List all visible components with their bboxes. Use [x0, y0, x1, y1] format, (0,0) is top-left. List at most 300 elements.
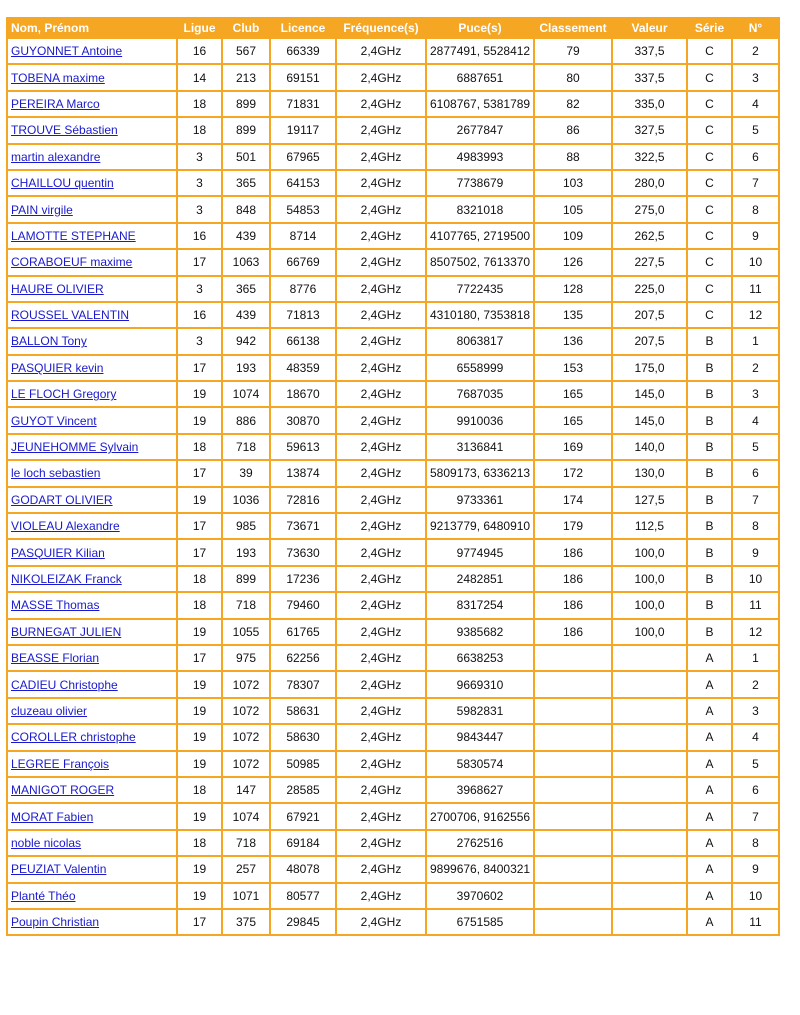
cell-num: 3	[732, 64, 779, 90]
results-table	[6, 17, 780, 936]
cell-freq: 2,4GHz	[336, 302, 426, 328]
cell-name	[7, 117, 177, 143]
cell-freq: 2,4GHz	[336, 487, 426, 513]
cell-ligue: 17	[177, 513, 222, 539]
cell-classement: 79	[534, 38, 612, 64]
cell-valeur: 335,0	[612, 91, 687, 117]
cell-classement: 86	[534, 117, 612, 143]
pilot-name-link[interactable]: MANIGOT ROGER	[11, 783, 115, 798]
cell-num: 7	[732, 170, 779, 196]
cell-num: 8	[732, 196, 779, 222]
pilot-name-link[interactable]: Planté Théo	[11, 888, 76, 903]
cell-name	[7, 592, 177, 618]
cell-puce: 7687035	[426, 381, 534, 407]
cell-club: 193	[222, 355, 270, 381]
cell-club: 899	[222, 566, 270, 592]
pilot-name-link[interactable]: MASSE Thomas	[11, 598, 100, 613]
cell-club: 718	[222, 830, 270, 856]
cell-serie: C	[687, 302, 732, 328]
cell-name	[7, 381, 177, 407]
cell-freq: 2,4GHz	[336, 276, 426, 302]
cell-num: 2	[732, 671, 779, 697]
cell-club: 257	[222, 856, 270, 882]
cell-serie: C	[687, 223, 732, 249]
cell-classement: 186	[534, 539, 612, 565]
cell-valeur: 145,0	[612, 407, 687, 433]
cell-club: 365	[222, 276, 270, 302]
cell-licence: 73671	[270, 513, 336, 539]
cell-num: 3	[732, 698, 779, 724]
cell-freq: 2,4GHz	[336, 777, 426, 803]
cell-puce: 4107765, 2719500	[426, 223, 534, 249]
cell-serie: C	[687, 91, 732, 117]
cell-ligue: 19	[177, 724, 222, 750]
cell-ligue: 19	[177, 619, 222, 645]
cell-valeur: 280,0	[612, 170, 687, 196]
pilot-name-link[interactable]: TOBENA maxime	[11, 70, 105, 85]
cell-licence: 58630	[270, 724, 336, 750]
cell-freq: 2,4GHz	[336, 856, 426, 882]
pilot-name-link[interactable]: cluzeau olivier	[11, 703, 88, 718]
cell-licence: 30870	[270, 407, 336, 433]
table-body	[7, 38, 779, 935]
cell-freq: 2,4GHz	[336, 619, 426, 645]
cell-ligue: 19	[177, 751, 222, 777]
cell-licence: 67965	[270, 144, 336, 170]
cell-name	[7, 276, 177, 302]
cell-num: 11	[732, 909, 779, 935]
cell-club: 1072	[222, 698, 270, 724]
cell-classement: 135	[534, 302, 612, 328]
cell-valeur: 327,5	[612, 117, 687, 143]
pilot-name-link[interactable]: CHAILLOU quentin	[11, 176, 114, 191]
cell-classement: 186	[534, 592, 612, 618]
cell-valeur	[612, 645, 687, 671]
pilot-name-link[interactable]: VIOLEAU Alexandre	[11, 519, 120, 534]
cell-num: 9	[732, 223, 779, 249]
cell-licence: 71831	[270, 91, 336, 117]
cell-ligue: 19	[177, 487, 222, 513]
cell-licence: 48359	[270, 355, 336, 381]
cell-num: 12	[732, 619, 779, 645]
cell-name	[7, 856, 177, 882]
cell-licence: 50985	[270, 751, 336, 777]
header-row	[7, 18, 779, 38]
cell-num: 10	[732, 883, 779, 909]
cell-club: 567	[222, 38, 270, 64]
cell-club: 501	[222, 144, 270, 170]
pilot-name-link[interactable]: PASQUIER kevin	[11, 360, 104, 375]
cell-valeur: 100,0	[612, 619, 687, 645]
cell-serie: B	[687, 566, 732, 592]
cell-valeur: 225,0	[612, 276, 687, 302]
table-row	[7, 592, 779, 618]
cell-valeur	[612, 883, 687, 909]
cell-puce: 8317254	[426, 592, 534, 618]
pilot-name-link[interactable]: martin alexandre	[11, 149, 101, 164]
cell-serie: B	[687, 460, 732, 486]
cell-licence: 62256	[270, 645, 336, 671]
cell-num: 8	[732, 830, 779, 856]
cell-freq: 2,4GHz	[336, 249, 426, 275]
table-row	[7, 170, 779, 196]
cell-ligue: 18	[177, 830, 222, 856]
col-header-classement: Classement	[534, 18, 612, 38]
pilot-name-link[interactable]: noble nicolas	[11, 835, 82, 850]
pilot-name-link[interactable]: TROUVE Sébastien	[11, 123, 118, 138]
cell-club: 1072	[222, 724, 270, 750]
cell-licence: 71813	[270, 302, 336, 328]
col-header-serie: Série	[687, 18, 732, 38]
pilot-name-link[interactable]: PEREIRA Marco	[11, 96, 100, 111]
table-row	[7, 64, 779, 90]
cell-licence: 67921	[270, 803, 336, 829]
cell-serie: B	[687, 434, 732, 460]
cell-num: 1	[732, 645, 779, 671]
cell-ligue: 19	[177, 698, 222, 724]
cell-freq: 2,4GHz	[336, 566, 426, 592]
table-row	[7, 830, 779, 856]
cell-classement	[534, 751, 612, 777]
cell-serie: A	[687, 830, 732, 856]
cell-ligue: 17	[177, 249, 222, 275]
cell-serie: A	[687, 645, 732, 671]
cell-freq: 2,4GHz	[336, 513, 426, 539]
cell-serie: C	[687, 196, 732, 222]
cell-puce: 9385682	[426, 619, 534, 645]
cell-serie: C	[687, 170, 732, 196]
cell-name	[7, 751, 177, 777]
pilot-name-link[interactable]: le loch sebastien	[11, 466, 101, 481]
cell-ligue: 18	[177, 566, 222, 592]
cell-valeur: 112,5	[612, 513, 687, 539]
cell-puce: 3970602	[426, 883, 534, 909]
cell-serie: B	[687, 407, 732, 433]
cell-valeur	[612, 803, 687, 829]
pilot-name-link[interactable]: BURNEGAT JULIEN	[11, 624, 122, 639]
cell-freq: 2,4GHz	[336, 170, 426, 196]
table-row	[7, 539, 779, 565]
cell-ligue: 3	[177, 328, 222, 354]
pilot-name-link[interactable]: ROUSSEL VALENTIN	[11, 308, 130, 323]
cell-licence: 17236	[270, 566, 336, 592]
cell-serie: A	[687, 698, 732, 724]
pilot-name-link[interactable]: LEGREE François	[11, 756, 110, 771]
cell-puce: 2877491, 5528412	[426, 38, 534, 64]
cell-licence: 64153	[270, 170, 336, 196]
table-row	[7, 434, 779, 460]
cell-ligue: 18	[177, 91, 222, 117]
pilot-name-link[interactable]: PEUZIAT Valentin	[11, 862, 107, 877]
cell-ligue: 16	[177, 302, 222, 328]
cell-valeur: 337,5	[612, 64, 687, 90]
cell-name	[7, 407, 177, 433]
cell-classement	[534, 671, 612, 697]
cell-club: 1055	[222, 619, 270, 645]
cell-licence: 69184	[270, 830, 336, 856]
cell-licence: 13874	[270, 460, 336, 486]
cell-licence: 8714	[270, 223, 336, 249]
pilot-name-link[interactable]: CADIEU Christophe	[11, 677, 118, 692]
cell-classement	[534, 830, 612, 856]
col-header-numero: N°	[732, 18, 779, 38]
cell-ligue: 19	[177, 381, 222, 407]
cell-serie: A	[687, 724, 732, 750]
cell-classement: 165	[534, 381, 612, 407]
cell-freq: 2,4GHz	[336, 539, 426, 565]
cell-puce: 7738679	[426, 170, 534, 196]
cell-puce: 2482851	[426, 566, 534, 592]
cell-valeur: 207,5	[612, 302, 687, 328]
cell-serie: C	[687, 144, 732, 170]
cell-ligue: 17	[177, 539, 222, 565]
cell-num: 8	[732, 513, 779, 539]
cell-name	[7, 38, 177, 64]
cell-valeur	[612, 724, 687, 750]
cell-name	[7, 249, 177, 275]
cell-classement	[534, 777, 612, 803]
cell-serie: B	[687, 328, 732, 354]
cell-num: 5	[732, 751, 779, 777]
cell-serie: B	[687, 619, 732, 645]
table-row	[7, 302, 779, 328]
cell-serie: A	[687, 883, 732, 909]
pilot-name-link[interactable]: BEASSE Florian	[11, 651, 100, 666]
cell-name	[7, 883, 177, 909]
pilot-name-link[interactable]: HAURE OLIVIER	[11, 281, 104, 296]
cell-num: 4	[732, 91, 779, 117]
table-row	[7, 91, 779, 117]
pilot-name-link[interactable]: LAMOTTE STEPHANE	[11, 228, 136, 243]
col-header-licence: Licence	[270, 18, 336, 38]
cell-name	[7, 170, 177, 196]
pilot-name-link[interactable]: NIKOLEIZAK Franck	[11, 572, 122, 586]
cell-puce: 5830574	[426, 751, 534, 777]
pilot-name-link[interactable]: BALLON Tony	[11, 334, 87, 349]
cell-name	[7, 830, 177, 856]
cell-ligue: 18	[177, 117, 222, 143]
cell-ligue: 19	[177, 856, 222, 882]
cell-licence: 59613	[270, 434, 336, 460]
cell-ligue: 19	[177, 803, 222, 829]
cell-ligue: 17	[177, 645, 222, 671]
table-row	[7, 883, 779, 909]
cell-num: 3	[732, 381, 779, 407]
pilot-name-link[interactable]: COROLLER christophe	[11, 730, 136, 745]
cell-puce: 6887651	[426, 64, 534, 90]
cell-club: 985	[222, 513, 270, 539]
cell-puce: 9213779, 6480910	[426, 513, 534, 539]
cell-club: 1072	[222, 751, 270, 777]
pilot-name-link[interactable]: MORAT Fabien	[11, 809, 94, 824]
cell-num: 7	[732, 487, 779, 513]
table-row	[7, 698, 779, 724]
cell-serie: A	[687, 671, 732, 697]
cell-puce: 3968627	[426, 777, 534, 803]
cell-freq: 2,4GHz	[336, 91, 426, 117]
cell-name	[7, 619, 177, 645]
cell-puce: 8063817	[426, 328, 534, 354]
cell-serie: A	[687, 751, 732, 777]
cell-licence: 66339	[270, 38, 336, 64]
cell-num: 9	[732, 856, 779, 882]
cell-num: 6	[732, 460, 779, 486]
cell-puce: 9733361	[426, 487, 534, 513]
cell-valeur	[612, 830, 687, 856]
cell-freq: 2,4GHz	[336, 223, 426, 249]
cell-name	[7, 671, 177, 697]
cell-puce: 6558999	[426, 355, 534, 381]
cell-club: 1063	[222, 249, 270, 275]
cell-name	[7, 355, 177, 381]
cell-puce: 9843447	[426, 724, 534, 750]
cell-name	[7, 223, 177, 249]
cell-freq: 2,4GHz	[336, 381, 426, 407]
cell-freq: 2,4GHz	[336, 751, 426, 777]
cell-classement: 80	[534, 64, 612, 90]
results-table-container	[6, 17, 780, 936]
cell-serie: A	[687, 909, 732, 935]
cell-num: 4	[732, 407, 779, 433]
cell-num: 10	[732, 566, 779, 592]
cell-ligue: 16	[177, 223, 222, 249]
cell-club: 439	[222, 302, 270, 328]
table-row	[7, 249, 779, 275]
cell-club: 193	[222, 539, 270, 565]
table-row	[7, 803, 779, 829]
table-row	[7, 355, 779, 381]
cell-puce: 6638253	[426, 645, 534, 671]
cell-name	[7, 460, 177, 486]
cell-club: 718	[222, 434, 270, 460]
cell-classement: 165	[534, 407, 612, 433]
cell-classement: 88	[534, 144, 612, 170]
cell-classement: 136	[534, 328, 612, 354]
cell-ligue: 3	[177, 196, 222, 222]
cell-valeur: 207,5	[612, 328, 687, 354]
cell-club: 975	[222, 645, 270, 671]
col-header-nom: Nom, Prénom	[7, 18, 177, 38]
cell-classement	[534, 698, 612, 724]
cell-licence: 58631	[270, 698, 336, 724]
cell-classement	[534, 856, 612, 882]
cell-valeur: 262,5	[612, 223, 687, 249]
cell-num: 11	[732, 592, 779, 618]
table-row	[7, 196, 779, 222]
cell-ligue: 17	[177, 355, 222, 381]
cell-num: 12	[732, 302, 779, 328]
pilot-name-link[interactable]: LE FLOCH Gregory	[11, 387, 117, 402]
cell-serie: A	[687, 777, 732, 803]
pilot-name-link[interactable]: GUYONNET Antoine	[11, 44, 123, 59]
cell-freq: 2,4GHz	[336, 144, 426, 170]
cell-serie: C	[687, 249, 732, 275]
cell-freq: 2,4GHz	[336, 803, 426, 829]
cell-num: 10	[732, 249, 779, 275]
cell-valeur	[612, 856, 687, 882]
cell-licence: 28585	[270, 777, 336, 803]
pilot-name-link[interactable]: JEUNEHOMME Sylvain	[11, 440, 139, 455]
cell-ligue: 18	[177, 434, 222, 460]
cell-serie: C	[687, 64, 732, 90]
pilot-name-link[interactable]: Poupin Christian	[11, 915, 100, 930]
pilot-name-link[interactable]: GODART OLIVIER	[11, 492, 113, 507]
cell-num: 4	[732, 724, 779, 750]
cell-name	[7, 513, 177, 539]
table-row	[7, 619, 779, 645]
table-row	[7, 566, 779, 592]
cell-freq: 2,4GHz	[336, 355, 426, 381]
cell-puce: 9899676, 8400321	[426, 856, 534, 882]
cell-licence: 66769	[270, 249, 336, 275]
cell-freq: 2,4GHz	[336, 671, 426, 697]
cell-freq: 2,4GHz	[336, 434, 426, 460]
cell-licence: 8776	[270, 276, 336, 302]
cell-serie: B	[687, 381, 732, 407]
cell-ligue: 16	[177, 38, 222, 64]
pilot-name-link[interactable]: CORABOEUF maxime	[11, 255, 133, 270]
cell-name	[7, 487, 177, 513]
cell-classement: 172	[534, 460, 612, 486]
cell-puce: 9910036	[426, 407, 534, 433]
cell-ligue: 3	[177, 144, 222, 170]
cell-valeur	[612, 671, 687, 697]
cell-name	[7, 196, 177, 222]
cell-classement: 174	[534, 487, 612, 513]
cell-serie: A	[687, 803, 732, 829]
cell-licence: 73630	[270, 539, 336, 565]
cell-puce: 2700706, 9162556	[426, 803, 534, 829]
table-row	[7, 513, 779, 539]
cell-num: 11	[732, 276, 779, 302]
cell-valeur: 275,0	[612, 196, 687, 222]
cell-puce: 6751585	[426, 909, 534, 935]
cell-num: 2	[732, 38, 779, 64]
cell-classement	[534, 909, 612, 935]
cell-classement: 169	[534, 434, 612, 460]
table-row	[7, 223, 779, 249]
pilot-name-link[interactable]: PASQUIER Kilian	[11, 545, 105, 560]
cell-valeur: 100,0	[612, 566, 687, 592]
cell-freq: 2,4GHz	[336, 645, 426, 671]
cell-freq: 2,4GHz	[336, 196, 426, 222]
table-row	[7, 381, 779, 407]
pilot-name-link[interactable]: GUYOT Vincent	[11, 413, 97, 428]
cell-num: 2	[732, 355, 779, 381]
pilot-name-link[interactable]: PAIN virgile	[11, 202, 73, 217]
cell-club: 848	[222, 196, 270, 222]
cell-licence: 80577	[270, 883, 336, 909]
cell-ligue: 17	[177, 460, 222, 486]
cell-classement: 186	[534, 619, 612, 645]
cell-name	[7, 803, 177, 829]
cell-name	[7, 645, 177, 671]
cell-club: 942	[222, 328, 270, 354]
cell-name	[7, 698, 177, 724]
table-row	[7, 909, 779, 935]
cell-serie: C	[687, 38, 732, 64]
cell-name	[7, 434, 177, 460]
cell-valeur: 100,0	[612, 539, 687, 565]
cell-club: 899	[222, 91, 270, 117]
cell-club: 899	[222, 117, 270, 143]
cell-club: 213	[222, 64, 270, 90]
cell-club: 375	[222, 909, 270, 935]
cell-club: 1072	[222, 671, 270, 697]
cell-num: 6	[732, 144, 779, 170]
cell-licence: 78307	[270, 671, 336, 697]
cell-ligue: 19	[177, 671, 222, 697]
